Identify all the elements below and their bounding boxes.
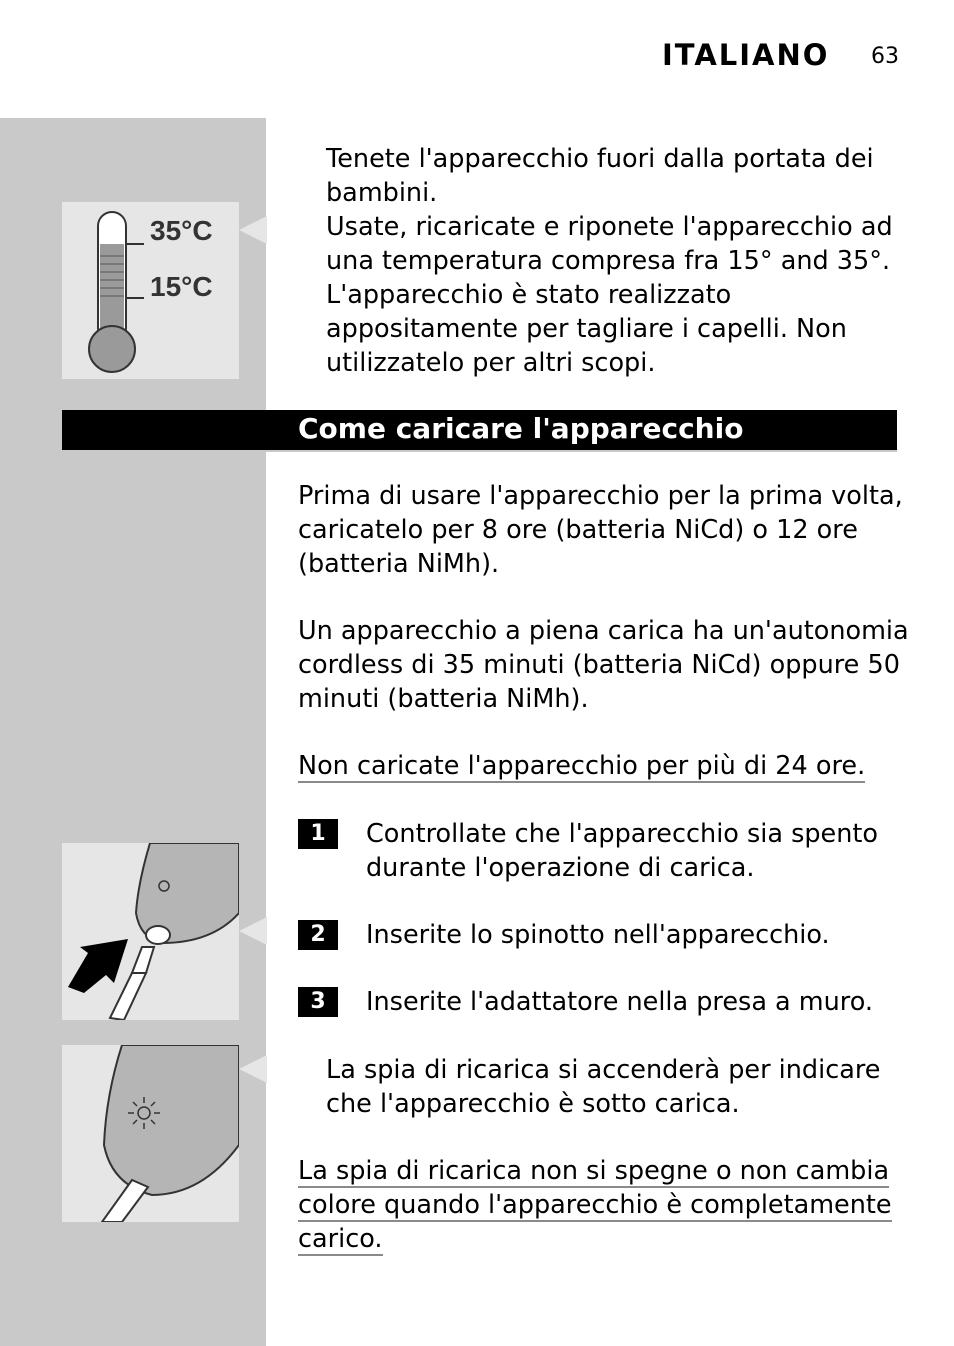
charging-light-note [326, 1053, 880, 1121]
intro-line: bambini. [326, 178, 438, 208]
language-header: ITALIANO [662, 38, 830, 72]
intro-line: appositamente per tagliare i capelli. Non [326, 314, 847, 344]
final-note-line: colore quando l'apparecchio è completamente [298, 1190, 892, 1220]
step-1-text [366, 817, 878, 885]
step-line: Inserite lo spinotto nell'apparecchio. [366, 920, 830, 950]
temp-high-label: 35°C [150, 215, 213, 246]
charge-warning [298, 749, 865, 783]
shaver-plug-icon [62, 843, 239, 1020]
step-line: Inserite l'adattatore nella presa a muro. [366, 987, 873, 1017]
step-line: Controllate che l'apparecchio sia spento [366, 819, 879, 849]
thermometer-icon [62, 202, 239, 379]
step-line: durante l'operazione di carica. [366, 853, 755, 883]
paragraph-line: minuti (batteria NiMh). [298, 684, 589, 714]
intro-line: Usate, ricaricate e riponete l'apparecchio ad [326, 212, 893, 242]
final-note-line: carico. [298, 1224, 383, 1254]
intro-text [326, 142, 893, 380]
step-number-1: 1 [298, 819, 338, 849]
charge-time-paragraph [298, 479, 903, 581]
intro-line: Tenete l'apparecchio fuori dalla portata dei [326, 144, 874, 174]
intro-line: L'apparecchio è stato realizzato [326, 280, 732, 310]
final-note-line: La spia di ricarica non si spegne o non cambia [298, 1156, 890, 1186]
paragraph-line: Un apparecchio a piena carica ha un'autonomia [298, 616, 909, 646]
paragraph-line: Prima di usare l'apparecchio per la prima volta, [298, 481, 903, 511]
step-number-2: 2 [298, 920, 338, 950]
warning-text: Non caricate l'apparecchio per più di 24 ore. [298, 751, 866, 781]
charging-light-figure [62, 1045, 239, 1222]
autonomy-paragraph [298, 614, 909, 716]
intro-line: utilizzatelo per altri scopi. [326, 348, 656, 378]
temp-low-label: 15°C [150, 271, 213, 302]
step-3-text [366, 985, 873, 1019]
paragraph-line: (batteria NiMh). [298, 549, 500, 579]
final-note [298, 1154, 892, 1256]
note-line: che l'apparecchio è sotto carica. [326, 1089, 740, 1119]
thermometer-figure [62, 202, 239, 379]
step-2-text [366, 918, 830, 952]
plug-insert-figure [62, 843, 239, 1020]
paragraph-line: cordless di 35 minuti (batteria NiCd) oppure 50 [298, 650, 900, 680]
shaver-light-icon [62, 1045, 239, 1222]
page-number: 63 [871, 44, 899, 69]
paragraph-line: caricatelo per 8 ore (batteria NiCd) o 12 ore [298, 515, 858, 545]
section-title: Come caricare l'apparecchio [298, 412, 744, 445]
intro-line: una temperatura compresa fra 15° and 35°. [326, 246, 891, 276]
note-line: La spia di ricarica si accenderà per indicare [326, 1055, 881, 1085]
step-number-3: 3 [298, 987, 338, 1017]
arrow-icon [68, 939, 128, 993]
